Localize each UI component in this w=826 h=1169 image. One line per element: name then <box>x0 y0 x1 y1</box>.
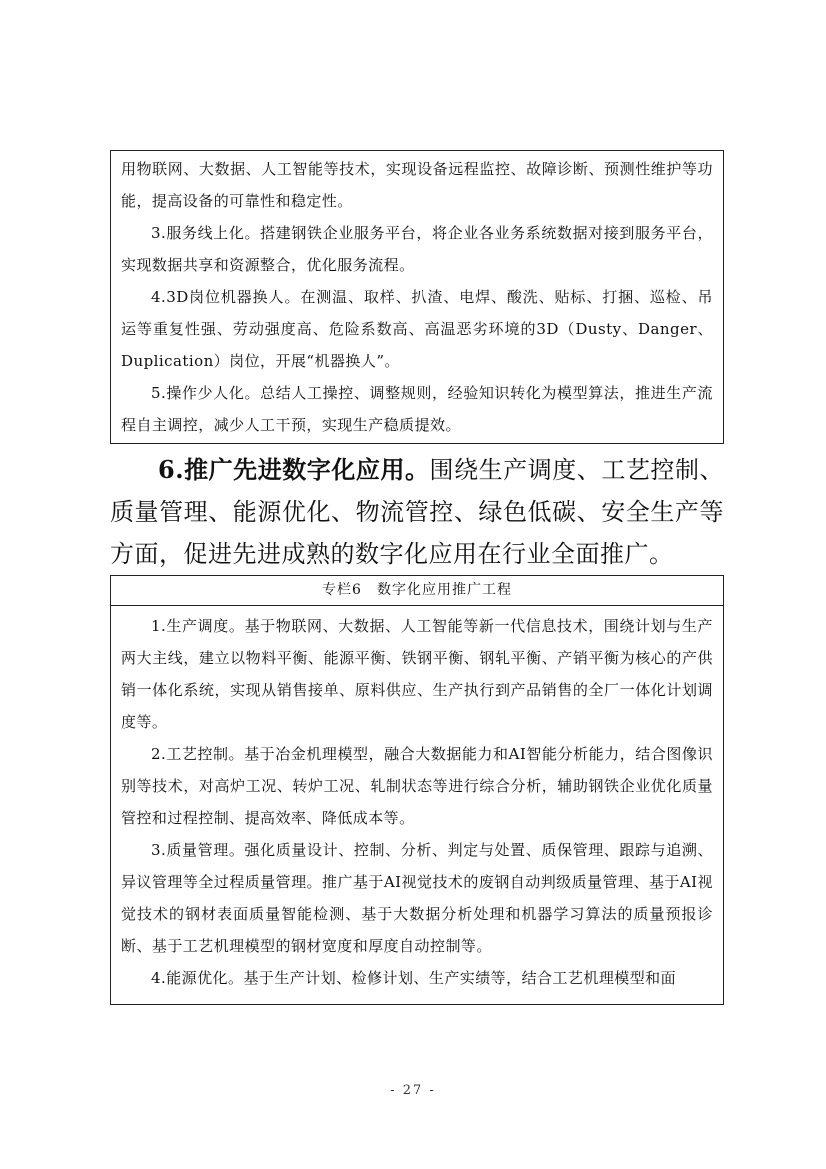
box-paragraph: 4.3D岗位机器换人。在测温、取样、扒渣、电焊、酸洗、贴标、打捆、巡检、吊运等重复性强、劳动强度高、危险系数高、高温恶劣环境的3D（Dusty、Danger、Duplication）岗位，开展“机器换人”。 <box>121 288 713 370</box>
box-paragraph: 1.生产调度。基于物联网、大数据、人工智能等新一代信息技术，围绕计划与生产两大主线，建立以物料平衡、能源平衡、铁钢平衡、钢轧平衡、产销平衡为核心的产供销一体化系统，实现从销售接单、原料供应、生产执行到产品销售的全厂一体化计划调度等。 <box>121 617 713 731</box>
box-paragraph: 2.工艺控制。基于冶金机理模型，融合大数据能力和AI智能分析能力，结合图像识别等技术，对高炉工况、转炉工况、轧制状态等进行综合分析，辅助钢铁企业优化质量管控和过程控制、提高效率、降低成本等。 <box>121 745 713 827</box>
page-number: - 27 - <box>390 1083 436 1098</box>
box-paragraph: 4.能源优化。基于生产计划、检修计划、生产实绩等，结合工艺机理模型和面 <box>151 969 677 987</box>
box-paragraph: 用物联网、大数据、人工智能等技术，实现设备远程监控、故障诊断、预测性维护等功能，提高设备的可靠性和稳定性。 <box>121 160 713 210</box>
text-box-continued <box>110 150 724 444</box>
box-paragraph: 3.质量管理。强化质量设计、控制、分析、判定与处置、质保管理、跟踪与追溯、异议管理等全过程质量管理。推广基于AI视觉技术的废钢自动判级质量管理、基于AI视觉技术的钢材表面质量智能检测、基于大数据分析处理和机器学习算法的质量预报诊断、基于工艺机理模型的钢材宽度和厚度自动控制等。 <box>121 841 713 955</box>
box-paragraph: 5.操作少人化。总结人工操控、调整规则，经验知识转化为模型算法，推进生产流程自主调控，减少人工干预，实现生产稳质提效。 <box>121 384 713 434</box>
section-heading: 6.推广先进数字化应用。 <box>158 455 430 484</box>
column-title: 专栏6 数字化应用推广工程 <box>111 576 723 606</box>
column-box-digital-applications <box>110 575 724 1005</box>
body-paragraph <box>110 449 724 575</box>
body-text: 围绕生产调度、工艺控制、质量管理、能源优化、物流管控、绿色低碳、安全生产等方面，促进先进成熟的数字化应用在行业全面推广。 <box>110 456 724 568</box>
box-paragraph: 3.服务线上化。搭建钢铁企业服务平台，将企业各业务系统数据对接到服务平台，实现数据共享和资源整合，优化服务流程。 <box>121 224 713 274</box>
